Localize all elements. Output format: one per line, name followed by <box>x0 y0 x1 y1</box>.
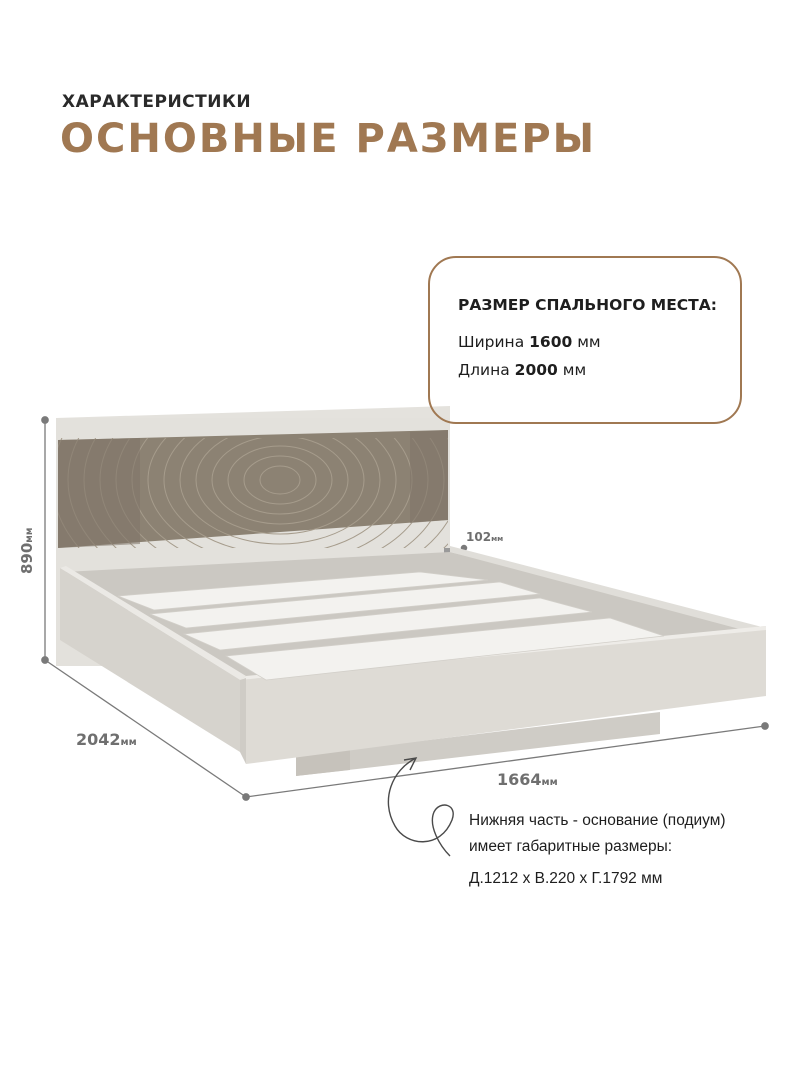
length-label: Длина <box>458 361 510 379</box>
width-label: 1664мм <box>497 770 558 789</box>
width-unit: мм <box>577 333 601 351</box>
length-value: 2000 <box>514 361 558 379</box>
height-label: 890мм <box>18 527 36 574</box>
base-note-line3: Д.1212 х В.220 х Г.1792 мм <box>469 870 663 887</box>
gap-label: 102мм <box>466 530 504 544</box>
sleeping-area-heading: РАЗМЕР СПАЛЬНОГО МЕСТА: <box>458 296 717 314</box>
section-subtitle: ХАРАКТЕРИСТИКИ <box>62 92 252 112</box>
width-label: Ширина <box>458 333 525 351</box>
sleeping-width-line <box>458 333 601 351</box>
height-dimension-line <box>42 417 48 663</box>
length-unit: мм <box>562 361 587 379</box>
page-title: ОСНОВНЫЕ РАЗМЕРЫ <box>60 116 597 162</box>
base-note-line2: имеет габаритные размеры: <box>469 838 673 855</box>
base-note-line1: Нижняя часть - основание (подиум) <box>469 812 726 829</box>
length-label: 2042мм <box>76 730 137 749</box>
width-value: 1600 <box>529 333 573 351</box>
sleeping-length-line <box>458 361 586 379</box>
